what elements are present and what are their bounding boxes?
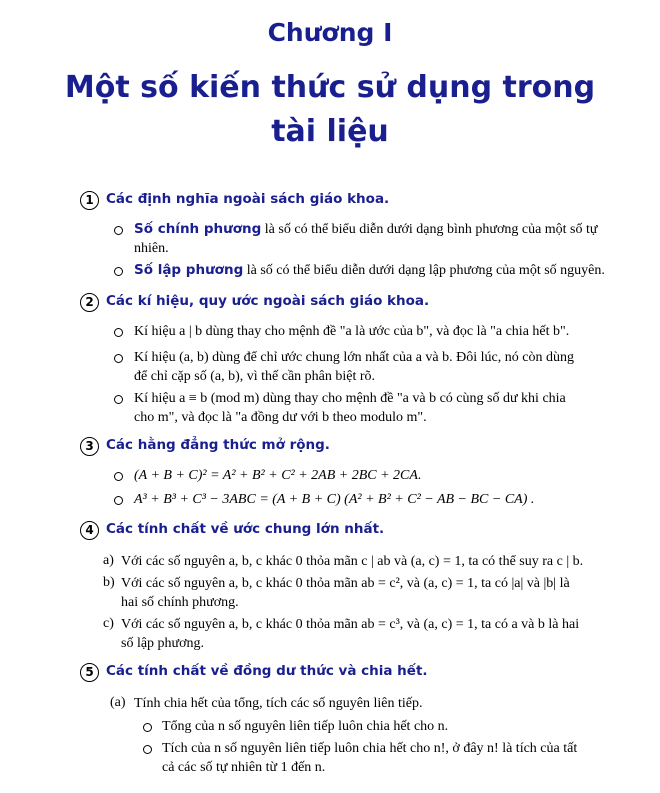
circled-number: 5 (80, 663, 99, 682)
gcd-property-a: Với các số nguyên a, b, c khác 0 thỏa mãn c | ab và (a, c) = 1, ta có thể suy ra c | b. (121, 554, 584, 569)
item-label: a) (103, 553, 114, 568)
gcd-property-c (121, 615, 616, 653)
divisibility-product-line-1: Tích của n số nguyên liên tiếp luôn chia hết cho n!, ở đây n! là tích của tất (162, 741, 578, 756)
definition-square-number (134, 220, 614, 258)
identity-square-of-sum: (A + B + C)² = A² + B² + C² + 2AB + 2BC + 2CA. (134, 468, 422, 483)
definition-text: là số có thể biểu diễn dưới dạng bình phương của một số tự (261, 222, 598, 237)
definition-text-cont: nhiên. (134, 241, 169, 256)
notation-gcd-line-2: để chỉ cặp số (a, b), vì thế cần phân biệt rõ. (134, 369, 376, 384)
chapter-title (30, 66, 630, 154)
section-heading-text: Các hằng đẳng thức mở rộng. (106, 437, 330, 453)
item-label: b) (103, 575, 115, 590)
section-1-heading (80, 191, 389, 210)
circle-bullet-icon (114, 354, 123, 363)
section-3-heading (80, 437, 330, 456)
divisibility-product-line-2: cả các số tự nhiên từ 1 đến n. (162, 760, 326, 775)
gcd-property-b-line-2: hai số chính phương. (121, 595, 239, 610)
keyword-cube-number: Số lập phương (134, 262, 244, 278)
divisibility-sum: Tổng của n số nguyên liên tiếp luôn chia hết cho n. (162, 719, 449, 734)
circle-bullet-icon (114, 267, 123, 276)
identity-sum-of-cubes: A³ + B³ + C³ − 3ABC = (A + B + C) (A² + B² + C² − AB − BC − CA) . (134, 492, 535, 507)
section-heading-text: Các định nghĩa ngoài sách giáo khoa. (106, 191, 390, 207)
keyword-square-number: Số chính phương (134, 221, 262, 237)
circle-bullet-icon (114, 395, 123, 404)
gcd-property-b (121, 574, 616, 612)
gcd-property-c-line-2: số lập phương. (121, 636, 205, 651)
gcd-property-b-line-1: Với các số nguyên a, b, c khác 0 thỏa mãn ab = c², và (a, c) = 1, ta có |a| và |b| là (121, 576, 570, 591)
item-label: c) (103, 616, 114, 631)
divisibility-heading: Tính chia hết của tổng, tích các số nguyên liên tiếp. (134, 696, 423, 711)
definition-text: là số có thể biểu diễn dưới dạng lập phương của một số nguyên. (243, 263, 605, 278)
section-5-heading (80, 663, 428, 682)
chapter-label: Chương I (267, 18, 393, 47)
circle-bullet-icon (114, 472, 123, 481)
circled-number: 2 (80, 293, 99, 312)
title-line-1: Một số kiến thức sử dụng trong (64, 70, 596, 105)
circle-bullet-icon (143, 723, 152, 732)
circled-number: 4 (80, 521, 99, 540)
definition-cube-number (134, 261, 624, 280)
section-4-heading (80, 521, 384, 540)
section-2-heading (80, 293, 429, 312)
circled-number: 3 (80, 437, 99, 456)
circle-bullet-icon (114, 328, 123, 337)
gcd-property-c-line-1: Với các số nguyên a, b, c khác 0 thỏa mãn ab = c³, và (a, c) = 1, ta có a và b là hai (121, 617, 580, 632)
notation-congruence-line-2: cho m", và đọc là "a đồng dư với b theo modulo m". (134, 410, 427, 425)
item-label: (a) (110, 695, 126, 710)
notation-congruence (134, 389, 614, 427)
circled-number: 1 (80, 191, 99, 210)
section-heading-text: Các kí hiệu, quy ước ngoài sách giáo khoa. (106, 293, 430, 309)
notation-congruence-line-1: Kí hiệu a ≡ b (mod m) dùng thay cho mệnh đề "a và b có cùng số dư khi chia (134, 391, 566, 406)
circle-bullet-icon (114, 226, 123, 235)
notation-gcd (134, 348, 614, 386)
section-heading-text: Các tính chất về ước chung lớn nhất. (106, 521, 385, 537)
notation-gcd-line-1: Kí hiệu (a, b) dùng để chỉ ước chung lớn nhất của a và b. Đôi lúc, nó còn dùng (134, 350, 574, 365)
section-heading-text: Các tính chất về đồng dư thức và chia hết. (106, 663, 428, 679)
title-line-2: tài liệu (271, 114, 389, 149)
circle-bullet-icon (143, 745, 152, 754)
notation-divides: Kí hiệu a | b dùng thay cho mệnh đề "a là ước của b", và đọc là "a chia hết b". (134, 324, 570, 339)
circle-bullet-icon (114, 496, 123, 505)
divisibility-product (162, 739, 612, 777)
